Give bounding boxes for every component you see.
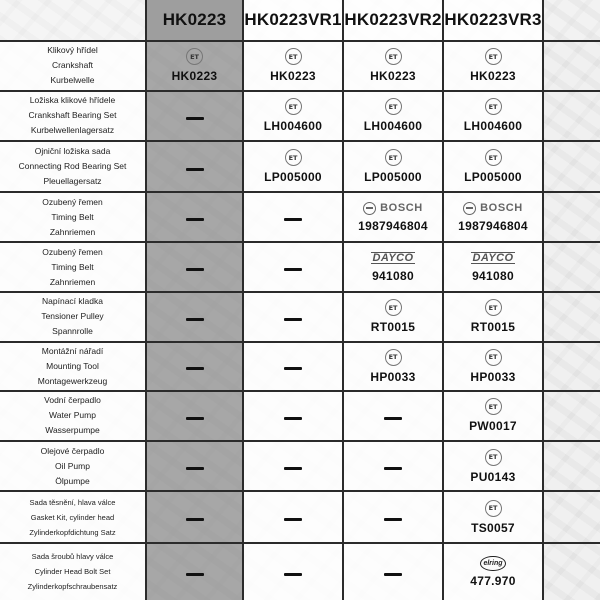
elring-brand-logo: elring (480, 556, 505, 571)
part-entry (444, 500, 542, 535)
label-english: Mounting Tool (46, 360, 99, 371)
part-number: RT0015 (470, 320, 516, 335)
component-label (0, 391, 146, 441)
cell-vr1 (243, 242, 343, 292)
table-row (0, 491, 600, 543)
cell-vr1 (243, 192, 343, 243)
row-edge (543, 91, 600, 142)
part-number: HP0033 (470, 369, 516, 384)
table-row (0, 543, 600, 600)
not-included-dash (186, 367, 204, 370)
part-entry (244, 98, 342, 133)
table-row (0, 342, 600, 392)
cell-vr2 (343, 543, 443, 600)
cell-vr2 (343, 491, 443, 543)
bosch-armature-icon (363, 202, 376, 215)
table-row (0, 141, 600, 192)
bosch-brand-logo (363, 202, 423, 215)
label-czech: Montážní nářadí (41, 345, 104, 356)
row-edge (543, 342, 600, 392)
component-label (0, 242, 146, 292)
dayco-brand-logo: DAYCO (372, 251, 414, 264)
table-row (0, 441, 600, 492)
part-number: 1987946804 (358, 218, 428, 233)
label-german: Pleuellagersatz (43, 176, 102, 186)
label-german: Zylinderkopfdichtung Satz (29, 527, 116, 537)
table-row (0, 391, 600, 441)
label-german: Kurbelwelle (50, 75, 95, 86)
part-number: 941080 (472, 268, 514, 283)
header-kit-vr3: HK0223VR3 (443, 0, 543, 41)
part-number: HK0223 (270, 69, 316, 84)
table-body (0, 41, 600, 600)
not-included-dash (284, 218, 302, 221)
not-included-dash (186, 573, 204, 576)
cell-main (146, 391, 243, 441)
cell-vr1 (243, 491, 343, 543)
label-english: Crankshaft Bearing Set (28, 110, 117, 121)
cell-vr3 (443, 292, 543, 342)
et-brand-icon: ET (285, 149, 302, 166)
part-entry (344, 98, 442, 133)
cell-vr2 (343, 391, 443, 441)
et-brand-icon: ET (485, 299, 502, 316)
table-row (0, 192, 600, 243)
part-entry (444, 48, 542, 83)
part-entry (344, 299, 442, 334)
cell-main (146, 491, 243, 543)
part-entry (344, 149, 442, 184)
part-entry (344, 349, 442, 384)
bosch-brand-logo (463, 202, 523, 215)
part-entry (244, 149, 342, 184)
cell-vr3 (443, 141, 543, 192)
et-brand-icon: ET (485, 500, 502, 517)
label-english: Timing Belt (51, 211, 94, 222)
label-english: Crankshaft (51, 60, 94, 71)
label-german: Zahnriemen (49, 226, 96, 237)
part-number: LH004600 (363, 119, 423, 134)
et-brand-icon: ET (385, 349, 402, 366)
label-german: Zahnriemen (49, 276, 96, 287)
row-edge (543, 41, 600, 91)
label-german: Kurbelwellenlagersatz (30, 125, 115, 136)
et-brand-icon: ET (485, 349, 502, 366)
cell-vr1 (243, 342, 343, 392)
cell-vr3 (443, 192, 543, 243)
cell-main (146, 41, 243, 91)
not-included-dash (284, 318, 302, 321)
et-brand-icon: ET (485, 449, 502, 466)
header-kit-vr1: HK0223VR1 (243, 0, 343, 41)
row-edge (543, 491, 600, 543)
part-entry (344, 252, 442, 283)
cell-vr3 (443, 41, 543, 91)
cell-vr1 (243, 441, 343, 492)
cell-vr3 (443, 342, 543, 392)
not-included-dash (384, 467, 402, 470)
cell-vr2 (343, 242, 443, 292)
et-brand-icon: ET (385, 48, 402, 65)
bosch-armature-icon (463, 202, 476, 215)
et-brand-icon: ET (485, 48, 502, 65)
et-brand-icon: ET (385, 149, 402, 166)
cell-main (146, 292, 243, 342)
row-edge (543, 292, 600, 342)
component-label (0, 292, 146, 342)
not-included-dash (284, 268, 302, 271)
header-row (0, 0, 600, 41)
not-included-dash (384, 573, 402, 576)
part-entry (344, 48, 442, 83)
component-label (0, 192, 146, 243)
not-included-dash (186, 268, 204, 271)
cell-main (146, 242, 243, 292)
cell-vr3 (443, 391, 543, 441)
not-included-dash (284, 573, 302, 576)
cell-vr1 (243, 543, 343, 600)
not-included-dash (186, 417, 204, 420)
part-number: LP005000 (264, 170, 322, 184)
et-brand-icon: ET (285, 98, 302, 115)
cell-vr1 (243, 91, 343, 142)
component-label (0, 441, 146, 492)
label-english: Water Pump (49, 410, 96, 421)
not-included-dash (186, 117, 204, 120)
table-row (0, 91, 600, 142)
table-row (0, 41, 600, 91)
part-entry (444, 252, 542, 283)
et-brand-icon: ET (385, 299, 402, 316)
part-entry (344, 202, 442, 233)
part-entry (444, 398, 542, 433)
cell-main (146, 342, 243, 392)
label-czech: Olejové čerpadlo (40, 445, 105, 456)
label-english: Tensioner Pulley (41, 311, 104, 322)
table-row (0, 292, 600, 342)
et-brand-icon: ET (485, 398, 502, 415)
label-czech: Ložiska klikové hřídele (29, 95, 116, 106)
label-czech: Ozubený řemen (42, 246, 103, 257)
component-label (0, 491, 146, 543)
cell-main (146, 141, 243, 192)
label-german: Zylinderkopfschraubensatz (27, 582, 118, 592)
cell-vr3 (443, 441, 543, 492)
cell-vr2 (343, 41, 443, 91)
cell-vr2 (343, 91, 443, 142)
part-entry (444, 299, 542, 334)
bosch-wordmark: BOSCH (480, 202, 523, 215)
cell-vr1 (243, 141, 343, 192)
not-included-dash (186, 168, 204, 171)
part-entry (444, 149, 542, 184)
component-label (0, 543, 146, 600)
part-number: HK0223 (171, 69, 218, 84)
component-label (0, 91, 146, 142)
cell-vr1 (243, 391, 343, 441)
header-kit-main: HK0223 (146, 0, 243, 41)
part-number: TS0057 (471, 520, 515, 535)
part-number: PW0017 (469, 419, 517, 434)
part-number: LP005000 (464, 170, 522, 184)
not-included-dash (284, 467, 302, 470)
label-german: Ölpumpe (55, 475, 90, 486)
cell-vr3 (443, 491, 543, 543)
not-included-dash (284, 417, 302, 420)
et-brand-icon: ET (485, 149, 502, 166)
part-entry (444, 202, 542, 233)
table-row (0, 242, 600, 292)
cell-vr3 (443, 242, 543, 292)
label-german: Wasserpumpe (45, 425, 100, 436)
part-number: HK0223 (470, 69, 516, 84)
et-brand-icon: ET (485, 98, 502, 115)
et-brand-icon: ET (385, 98, 402, 115)
label-czech: Ojniční ložiska sada (34, 146, 111, 156)
part-number: HP0033 (370, 369, 416, 384)
header-kit-vr2: HK0223VR2 (343, 0, 443, 41)
label-english: Cylinder Head Bolt Set (34, 567, 111, 577)
part-number: 1987946804 (458, 218, 528, 233)
row-edge (543, 543, 600, 600)
component-label (0, 141, 146, 192)
component-label (0, 41, 146, 91)
part-number: RT0015 (370, 320, 416, 335)
header-edge (543, 0, 600, 41)
row-edge (543, 242, 600, 292)
part-number: HK0223 (370, 69, 416, 84)
not-included-dash (186, 318, 204, 321)
label-czech: Klikový hřídel (47, 45, 98, 56)
part-number: 941080 (372, 268, 414, 283)
part-entry (444, 98, 542, 133)
part-entry (244, 48, 342, 83)
part-number: LP005000 (364, 170, 422, 184)
part-number: PU0143 (470, 469, 516, 484)
cell-vr1 (243, 41, 343, 91)
cell-vr2 (343, 342, 443, 392)
cell-vr1 (243, 292, 343, 342)
header-corner (0, 0, 146, 41)
cell-vr2 (343, 441, 443, 492)
not-included-dash (186, 467, 204, 470)
cell-vr2 (343, 292, 443, 342)
cell-vr3 (443, 543, 543, 600)
not-included-dash (186, 518, 204, 521)
part-entry (147, 48, 242, 83)
not-included-dash (384, 417, 402, 420)
cell-main (146, 441, 243, 492)
part-number: 477.970 (470, 573, 516, 588)
row-edge (543, 192, 600, 243)
not-included-dash (186, 218, 204, 221)
row-edge (543, 391, 600, 441)
part-entry (444, 449, 542, 484)
label-czech: Sada šroubů hlavy válce (31, 552, 114, 562)
label-czech: Napínací kladka (42, 296, 103, 307)
component-label (0, 342, 146, 392)
bosch-wordmark: BOSCH (380, 202, 423, 215)
cell-vr2 (343, 141, 443, 192)
label-english: Gasket Kit, cylinder head (30, 512, 115, 522)
label-german: Montagewerkzeug (37, 375, 108, 386)
cell-main (146, 91, 243, 142)
not-included-dash (284, 518, 302, 521)
part-entry (444, 349, 542, 384)
label-english: Timing Belt (51, 261, 94, 272)
row-edge (543, 441, 600, 492)
label-czech: Vodní čerpadlo (44, 395, 101, 406)
part-entry (444, 556, 542, 588)
dayco-brand-logo: DAYCO (472, 251, 514, 264)
label-czech: Sada těsnění, hlava válce (29, 497, 116, 507)
not-included-dash (284, 367, 302, 370)
label-english: Oil Pump (55, 460, 90, 471)
part-number: LH004600 (463, 119, 523, 134)
et-brand-icon: ET (285, 48, 302, 65)
not-included-dash (384, 518, 402, 521)
part-number: LH004600 (263, 119, 323, 134)
label-english: Connecting Rod Bearing Set (18, 161, 127, 171)
cell-main (146, 192, 243, 243)
cell-main (146, 543, 243, 600)
et-brand-icon: ET (186, 48, 203, 65)
label-german: Spannrolle (52, 326, 93, 337)
cell-vr2 (343, 192, 443, 243)
row-edge (543, 141, 600, 192)
cell-vr3 (443, 91, 543, 142)
label-czech: Ozubený řemen (42, 196, 103, 207)
